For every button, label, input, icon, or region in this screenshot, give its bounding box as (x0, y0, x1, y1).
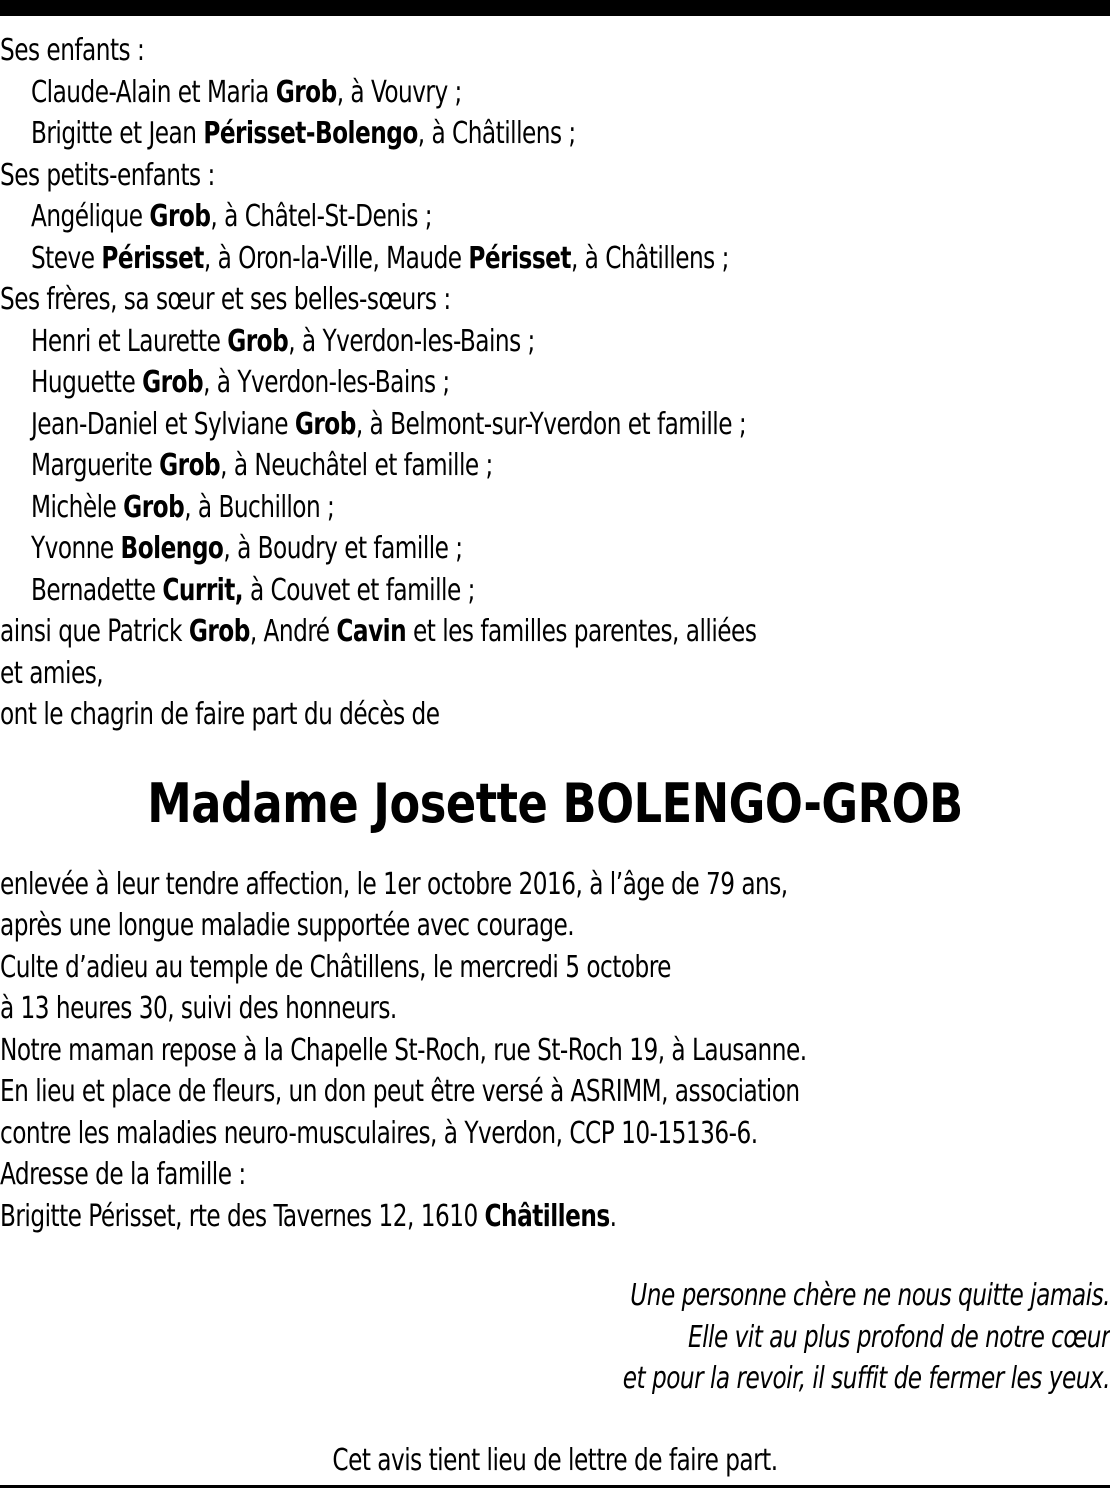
bottom-rule (0, 1485, 1110, 1488)
location: à Couvet et famille ; (243, 572, 475, 608)
given-names: Marguerite (30, 448, 160, 483)
quote-line: et pour la revoir, il suffit de fermer les yeux. (622, 1361, 1110, 1396)
quote-line: Elle vit au plus profond de notre cœur (687, 1319, 1110, 1355)
location: , à Yverdon-les-Bains ; (288, 323, 535, 359)
others-line: et amies, (0, 655, 104, 691)
detail-line: enlevée à leur tendre affection, le 1er octobre 2016, à l’âge de 79 ans, (0, 866, 788, 902)
children-heading: Ses enfants : (0, 33, 145, 68)
given-names: Claude-Alain et Maria (30, 74, 276, 110)
location: , à Neuchâtel et famille ; (220, 448, 493, 483)
location: , à Belmont-sur-Yverdon et famille ; (355, 406, 747, 442)
surname: Currit, (162, 572, 244, 608)
surname: Périsset (468, 240, 571, 276)
announcement-line: ont le chagrin de faire part du décès de (0, 697, 440, 732)
surname: Grob (188, 614, 250, 649)
surname: Grob (275, 74, 337, 110)
given-names: Brigitte et Jean (30, 116, 204, 151)
detail-line: Notre maman repose à la Chapelle St-Roch, rue St-Roch 19, à Lausanne. (0, 1032, 807, 1068)
family-address (0, 1196, 955, 1238)
surname: Grob (227, 323, 289, 359)
location: , à Oron-la-Ville, Maude (203, 240, 469, 276)
obituary-notice (0, 30, 1110, 1481)
others-line (0, 611, 955, 653)
location: , à Vouvry ; (336, 74, 462, 110)
given-names: Steve (30, 240, 102, 276)
family-line (0, 72, 955, 114)
detail-line: contre les maladies neuro-musculaires, à Yverdon, CCP 10-15136-6. (0, 1115, 758, 1151)
given-names: Angélique (30, 199, 150, 234)
family-line (0, 196, 955, 238)
detail-line: En lieu et place de fleurs, un don peut être versé à ASRIMM, association (0, 1074, 800, 1109)
text: et les familles parentes, alliées (406, 614, 757, 649)
location: , à Yverdon-les-Bains ; (203, 365, 450, 400)
text: ainsi que Patrick (0, 614, 189, 649)
surname: Périsset (101, 240, 204, 276)
deceased-name: Madame Josette BOLENGO-GROB (147, 771, 963, 835)
family-line (0, 570, 955, 612)
quote-line: Une personne chère ne nous quitte jamais. (630, 1278, 1110, 1313)
family-line (0, 321, 955, 363)
family-line (0, 445, 955, 487)
text: , André (249, 614, 337, 649)
surname: Bolengo (120, 531, 224, 566)
siblings-heading: Ses frères, sa sœur et ses belles-sœurs : (0, 282, 451, 317)
location: , à Buchillon ; (184, 489, 335, 525)
location: , à Boudry et famille ; (223, 531, 463, 566)
surname: Grob (123, 489, 185, 525)
top-rule (0, 0, 1110, 16)
surname: Cavin (336, 614, 407, 649)
detail-line: Adresse de la famille : (0, 1157, 246, 1192)
grandchildren-heading: Ses petits-enfants : (0, 157, 215, 193)
given-names: Henri et Laurette (30, 323, 228, 359)
location: , à Châtillens ; (417, 116, 576, 151)
address-end: . (609, 1198, 617, 1234)
surname: Grob (294, 406, 356, 442)
surname: Périsset-Bolengo (203, 116, 418, 151)
given-names: Jean-Daniel et Sylviane (30, 406, 295, 442)
footer-note: Cet avis tient lieu de lettre de faire part. (332, 1442, 778, 1478)
family-line (0, 487, 955, 529)
address-text: Brigitte Périsset, rte des Tavernes 12, 1610 (0, 1198, 485, 1234)
family-line (0, 404, 955, 446)
surname: Grob (142, 365, 204, 400)
detail-line: à 13 heures 30, suivi des honneurs. (0, 991, 397, 1026)
family-line (0, 362, 955, 404)
spacer (0, 1237, 1110, 1275)
location: , à Châtillens ; (570, 240, 729, 276)
detail-line: Culte d’adieu au temple de Châtillens, le mercredi 5 octobre (0, 949, 671, 985)
location: , à Châtel-St-Denis ; (210, 199, 433, 234)
given-names: Michèle (30, 489, 124, 525)
address-town: Châtillens (484, 1198, 610, 1234)
given-names: Huguette (30, 365, 143, 400)
surname: Grob (149, 199, 211, 234)
surname: Grob (159, 448, 221, 483)
detail-line: après une longue maladie supportée avec courage. (0, 908, 575, 943)
family-line (0, 528, 955, 570)
family-line (0, 238, 955, 280)
given-names: Bernadette (30, 572, 163, 608)
given-names: Yvonne (30, 531, 121, 566)
family-line (0, 113, 955, 155)
